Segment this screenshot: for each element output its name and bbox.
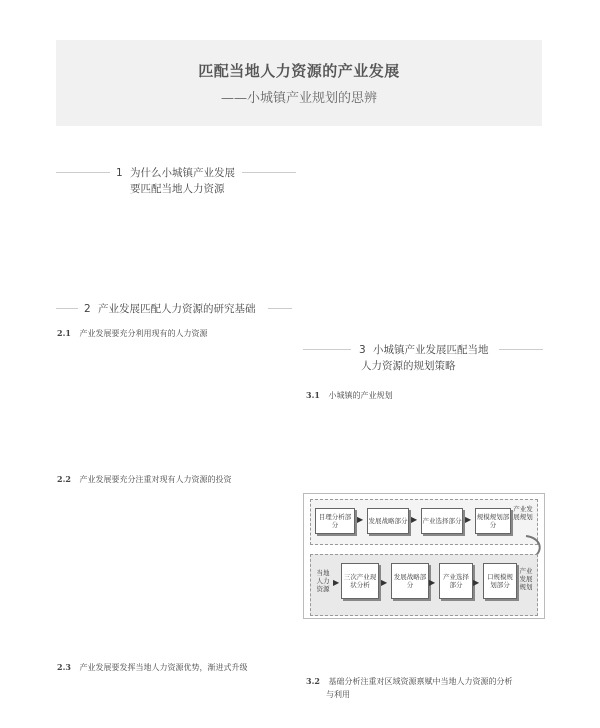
arrow-right-icon: ▶ [473,578,480,587]
flow-start-label: 当地人力资源 [316,569,330,593]
planning-flow-figure [303,493,545,619]
title-banner [56,40,542,126]
section-heading-1 [56,166,296,198]
flow-end-label: 产业发展规划 [513,505,533,521]
arrow-right-icon: ▶ [411,515,418,524]
article-subtitle: ——小城镇产业规划的思辨 [220,91,377,106]
flow-box: 口规模规划部分 [483,563,517,599]
subsection-number: 3.1 [306,390,320,400]
flow-box: 发展战略部分 [367,508,409,534]
subsection-number: 2.1 [57,328,71,338]
subsection-3-1 [306,390,393,401]
flow-box: 目理分析部分 [315,508,355,534]
subsection-title-line1: 基础分析注重对区域资源禀赋中当地人力资源的分析 [328,677,513,686]
arrow-right-icon: ▶ [465,515,472,524]
section-title-line1: 产业发展匹配人力资源的研究基础 [98,303,256,315]
subsection-title: 产业发展要充分注重对现有人力资源的投资 [79,475,232,484]
subsection-title: 产业发展要充分利用现有的人力资源 [79,329,208,338]
arrow-right-icon: ▶ [429,578,436,587]
article-title: 匹配当地人力资源的产业发展 [198,62,400,80]
subsection-3-2 [306,675,513,701]
arrow-right-icon: ▶ [381,578,388,587]
flow-box: 产业选择部分 [421,508,463,534]
subsection-title-line2: 与利用 [326,690,350,699]
subsection-2-2 [57,474,232,485]
subsection-number: 2.3 [57,662,71,672]
flow-row-hr-based [310,554,538,616]
arrow-right-icon: ▶ [333,578,340,587]
section-number: 3 [359,344,366,356]
flow-row-traditional [310,499,538,545]
flow-end-label: 产业发展规划 [519,567,533,591]
subsection-title: 小城镇的产业规划 [328,391,393,400]
subsection-title: 产业发展要发挥当地人力资源优势，渐进式升级 [79,663,248,672]
subsection-number: 3.2 [306,676,320,686]
section-number: 2 [84,303,91,315]
section-title-line2: 人力资源的规划策略 [361,360,456,372]
section-heading-3 [303,343,543,375]
subsection-2-1 [57,328,208,339]
section-title-line1: 小城镇产业发展匹配当地 [373,344,489,356]
section-number: 1 [116,167,123,179]
section-heading-2 [56,302,292,316]
flow-box: 三次产业现状分析 [341,563,379,599]
flow-box: 规模规划部分 [475,508,511,534]
section-title-line2: 要匹配当地人力资源 [130,183,225,195]
flow-box: 产业选择部分 [439,563,473,599]
section-title-line1: 为什么小城镇产业发展 [130,167,235,179]
subsection-number: 2.2 [57,474,71,484]
subsection-2-3 [57,662,248,673]
arrow-right-icon: ▶ [357,515,364,524]
flow-box: 发展战略部分 [391,563,429,599]
